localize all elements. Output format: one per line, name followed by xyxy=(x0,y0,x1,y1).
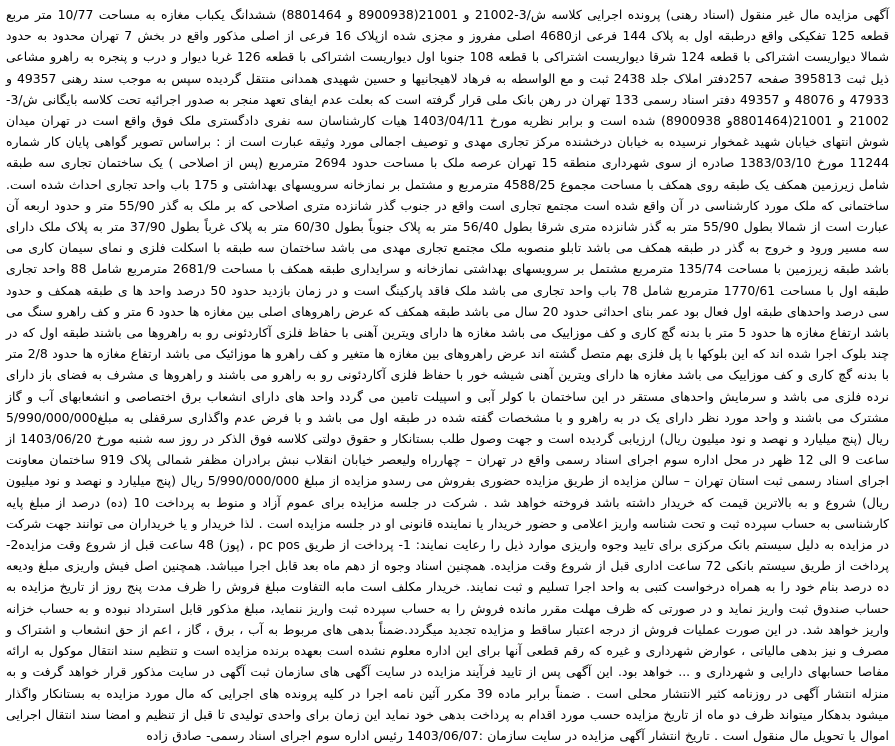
auction-notice xyxy=(6,4,890,743)
notice-body-text: آگهی مزایده مال غیر منقول (اسناد رهنی) پرونده اجرایی کلاسه ش/3-21002 و 21001(8900938 و 8801464) ششدانگ یکباب مغازه به مساحت 10/77 متر مربع قطعه 125 تفکیکی واقع درطبقه اول به پلاک 144 فرعی از4680 اصلی مفروز و مجزی شده ازپلاک 16 فرعی از اصلی مذکور واقع در بخش 7 تهران محدود به حدود شمالا دیواریست اشتراکی با قطعه 124 شرقا دیواریست اشتراکی با قطعه 108 جنوبا اول دیواریست اشتراکی با قطعه 126 غربا دیوار و درب و پنجره به راهرو مشاعی ذیل ثبت 395813 صفحه 257دفتر املاک جلد 2438 ثبت و مع الواسطه به فرهاد لاهیجانیها و حسین شهیدی همدانی منتقل گردیده سپس به موجب سند رهنی 49357 و 47933 و 48076 و 49357 دفتر اسناد رسمی 133 تهران در رهن بانک ملی قرار گرفته است که بعلت عدم ایفای تعهد منجر به صدور اجرائیه تحت کلاسه بایگانی ش/3-21002 و 21001(8801464و 8900938) شده است و برابر نظریه مورخ 1403/04/11 هیات کارشناسان سه نفری دادگستری ملک فوق واقع است در تهران میدان شوش انتهای خیابان شهید غمخوار نرسیده به خیابان درخشنده مرکز تجاری مهدی و توصیف اجمالی مورد وثیقه عبارت است از : براساس تصویر گواهی پایان کار شماره 11244 مورخ 1383/03/10 صادره از سوی شهرداری منطقه 15 تهران عرصه ملک با مساحت حدود 2694 مترمربع (پس از اصلاحی ) یک ساختمان تجاری سه طبقه شامل زیرزمین همکف یک طبقه روی همکف با مساحت مجموع 4588/25 مترمربع و مشتمل بر نمازخانه سرویسهای بهداشتی و 175 باب واحد تجاری احداث شده است. ساختمانی که ملک مورد کارشناسی در آن واقع شده است مجتمع تجاری است واقع در جنوب گذر شانزده متری اصلاحی که بر ملک به گذر 55/90 متر و حدود اربعه آن عبارت است از شمالا بطول 55/90 متر به گذر شانزده متری شرقا بطول 56/40 متر به پلاک جنوباً بطول 60/30 متر به پلاک غرباً بطول 37/90 متر به پلاک ملک دارای سه مسیر ورود و خروج به گذر در طبقه همکف می باشد تابلو منصوبه ملک مجتمع تجاری مهدی می باشد ساختمان سه طبقه با اسکلت فلزی و نمای سیمان کاری می باشد طبقه زیرزمین با مساحت 135/74 مترمربع مشتمل بر سرویسهای بهداشتی نمازخانه و سرایداری طبقه همکف با مساحت 2681/9 مترمربع شامل 88 واحد تجاری طبقه اول با مساحت 1770/61 مترمربع شامل 78 باب واحد تجاری می باشد ملک فاقد پارکینگ است و در زمان بازدید حدود 50 درصد واحد ها ی طبقه همکف و حدود سی درصد واحدهای طبقه اول فعال بود عمر بنای احداثی حدود 20 سال می باشد طبقه همکف که عرض راهروهای اصلی بین مغازه ها حدود 6 متر و کف راهرو سنگ می باشد ارتفاع مغازه ها حدود 5 متر با بدنه گچ کاری و کف موزاییک می باشد مغازه ها دارای ویترین آهنی با حفاظ فلزی آکاردئونی رو به راهروها می باشند طبقه اول که در چند بلوک اجرا شده اند که این بلوکها با پل فلزی بهم متصل گشته اند عرض راهروهای بین مغازه ها متغیر و کف راهرو ها موزائیک می باشد ارتفاع مغازه ها حدود 2/8 متر با بدنه گچ کاری و کف موزاییک می باشد مغازه ها دارای ویترین آهنی شیشه خور با حفاظ فلزی آکاردئونی رو به راهرو می باشند و راهروها ی مشرف به فضای باز دارای نرده فلزی می باشد و سرمایش واحدهای مستقر در این ساختمان با کولر آبی و اسپیلت تامین می گردد واحد های دارای انشعاب برق اختصاصی و انشعابهای آب و گاز مشترک می باشند و واحد مورد نظر دارای یک در به راهرو و با مشخصات گفته شده در طبقه اول می باشد و با فرض عدم واگذاری سرقفلی به مبلغ5/990/000/000 ریال (پنج میلیارد و نهصد و نود میلیون ریال) ارزیابی گردیده است و جهت وصول طلب بستانکار و حقوق دولتی کلاسه فوق الذکر در روز سه شنبه مورخ 1403/06/20 از ساعت 9 الی 12 ظهر در محل اداره سوم اجرای اسناد رسمی واقع در تهران – چهارراه ولیعصر خیابان انقلاب نبش برادران مظفر شمالی پلاک 919 ساختمان معاونت اجرای اسناد رسمی ثبت استان تهران – سالن مزایده از طریق مزایده حضوری بفروش می رسدو مزایده از مبلغ 5/990/000/000 ریال (پنج میلیارد و نهصد و نود میلیون ریال) شروع و به بالاترین قیمت که خریدار داشته باشد فروخته خواهد شد . شرکت در جلسه مزایده برای عموم آزاد و منوط به پرداخت 10 (ده) درصد از مبلغ پایه کارشناسی به حساب سپرده ثبت و تحت شناسه واریز اعلامی و حضور خریدار یا نماینده قانونی او در جلسه مزایده است . لذا خریدار و یا خریداران می توانند جهت شرکت در مزایده به دلیل سیستم بانک مرکزی برای تایید وجوه واریزی موارد ذیل را رعایت نمایند: 1- پرداخت از طریق pc pos ، (پوز) 48 ساعت قبل از شروع وقت مزایده2- پرداخت از طریق سیستم بانکی 72 ساعت اداری قبل از شروع وقت مزایده. همچنین اسناد وجوه از دهم ماه بعد قابل اجرا میباشد. همچنین اصل فیش واریزی مبلغ ودیعه ده درصد بنام خود را به همراه درخواست کتبی به واحد اجرا تسلیم و ثبت نمایند. خریدار مکلف است مابه التفاوت مبلغ فروش را ظرف مدت پنج روز از تاریخ مزایده به حساب صندوق ثبت واریز نماید و در صورتی که ظرف مهلت مقرر مانده فروش را به حساب سپرده ثبت واریز ننماید، مبلغ مذکور قابل استرداد نبوده و به حساب خزانه واریز خواهد شد. در این صورت عملیات فروش از درجه اعتبار ساقط و مزایده تجدید میگردد.ضمناً بدهی های مربوط به آب ، برق ، گاز ، اعم از حق انشعاب و اشتراک و مصرف و نیز بدهی مالیاتی ، عوارض شهرداری و غیره که رقم قطعی آنها برای این اداره معلوم نشده است بعهده برنده مزایده است و تنظیم سند انتقال موکول به ارائه مفاصا حسابهای دارایی و شهرداری و ... خواهد بود. این آگهی پس از تایید فرآیند مزایده در سایت آگهی های سازمان ثبت آگهی در سایت مذکور قرار خواهد گرفت و به منزله انتشار آگهی در روزنامه کثیر الانتشار محلی است . ضمناً برابر ماده 39 مکرر آئین نامه اجرا در کلیه پرونده های اجرایی که مال مورد مزایده به بستانکار واگذار میشود بدهکار میتواند ظرف دو ماه از تاریخ مزایده حسب مورد اقدام به پرداخت بدهی خود نماید این زمان برای واحدی تولیدی تا قبل از تنظیم و امضا سند انتقال اجرایی اموال یا تحویل مال منقول است . تاریخ انتشار آگهی مزایده در سایت سازمان :1403/06/07 رئیس اداره سوم اجرای اسناد رسمی- صادق زاده xyxy=(6,7,890,743)
